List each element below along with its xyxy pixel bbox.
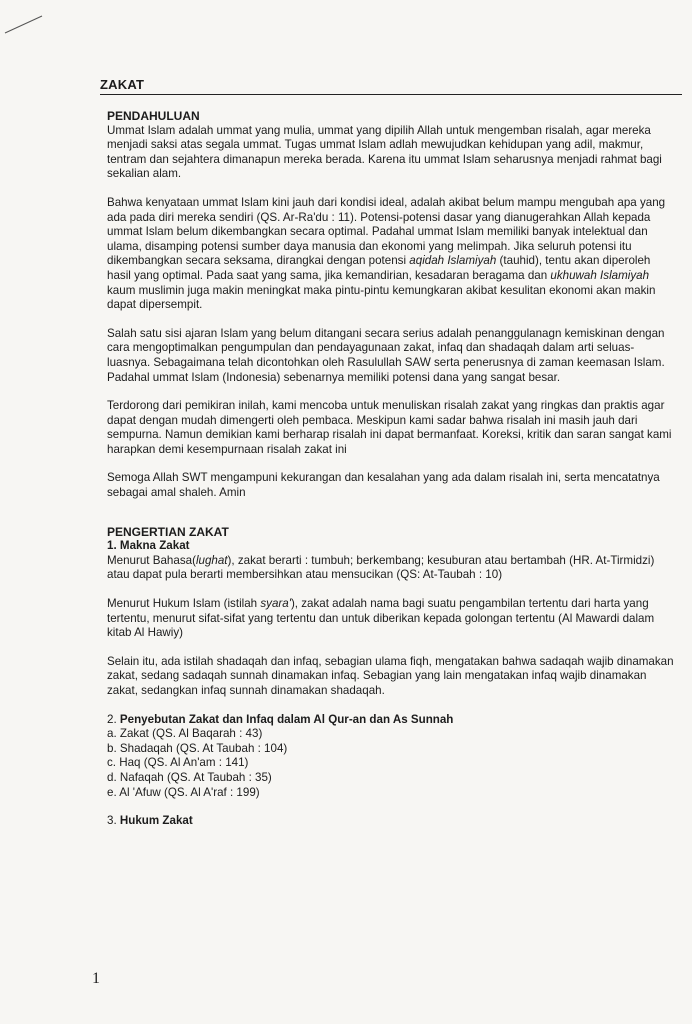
- paragraph: Selain itu, ada istilah shadaqah dan infaq, sebagian ulama fiqh, mengatakan bahwa sadaqah wajib dinamakan zakat, sedang sadaqah sunnah dinamakan infaq. Sebagian yang lain mengatakan infaq wajib dinamakan zakat, sedangkan infaq sunnah dinamakan shadaqah.: [107, 654, 674, 697]
- page-number: 1: [92, 970, 100, 987]
- paragraph: Menurut Hukum Islam (istilah syara'), zakat adalah nama bagi suatu pengambilan tertentu dari harta yang tertentu, menurut sifat-sifat yang tertentu dan untuk diberikan kepada golongan tertentu (Al Mawardi dalam kitab Al Hawiy): [107, 597, 655, 640]
- section-title-pendahuluan: PENDAHULUAN: [107, 109, 200, 123]
- paragraph: Menurut Bahasa(lughat), zakat berarti : tumbuh; berkembang; kesuburan atau bertambah (HR. At-Tirmidzi) atau dapat pula berarti membersihkan atau mensucikan (QS: At-Taubah : 10): [107, 553, 655, 582]
- paragraph: Ummat Islam adalah ummat yang mulia, ummat yang dipilih Allah untuk mengemban risalah, agar mereka menjadi saksi atas segala ummat. Tugas ummat Islam adlah mewujudkan kehidupan yang adil, makmur, tentram dan sejahtera dimanapun mereka berada. Karena itu ummat Islam seharusnya menjadi rahmat bagi sekalian alam.: [107, 123, 662, 181]
- list-item: e. Al 'Afuw (QS. Al A'raf : 199): [107, 785, 260, 799]
- list-item: a. Zakat (QS. Al Baqarah : 43): [107, 727, 263, 741]
- subsection-title: 2. Penyebutan Zakat dan Infaq dalam Al Qur-an dan As Sunnah: [107, 712, 454, 726]
- paragraph: Bahwa kenyataan ummat Islam kini jauh dari kondisi ideal, adalah akibat belum mampu mengubah apa yang ada pada diri mereka sendiri (QS. Ar-Ra'du : 11). Potensi-potensi dasar yang dianugerahkan Allah kepada ummat Islam belum dikembangkan secara optimal. Padahal ummat Islam memiliki banyak intelektual dan ulama, disamping potensi sumber daya manusia dan ekonomi yang melimpah. Jika seluruh potensi itu dikembangkan secara seksama, dirangkai dengan potensi aqidah Islamiyah (tauhid), tentu akan diperoleh hasil yang optimal. Pada saat yang sama, jika kemandirian, kesadaran beragama dan ukhuwah Islamiyah kaum muslimin juga makin meningkat maka pintu-pintu kemungkaran akibat kesulitan ekonomi akan makin dapat dipersempit.: [107, 195, 666, 312]
- section-title-pengertian: PENGERTIAN ZAKAT: [107, 524, 229, 539]
- paragraph: Semoga Allah SWT mengampuni kekurangan dan kesalahan yang ada dalam risalah ini, serta mencatatnya sebagai amal shaleh. Amin: [107, 471, 660, 500]
- document-body: [107, 109, 677, 829]
- header-title: ZAKAT: [100, 77, 145, 92]
- page-header: [100, 76, 682, 95]
- list-item: d. Nafaqah (QS. At Taubah : 35): [107, 770, 272, 784]
- paragraph: Salah satu sisi ajaran Islam yang belum ditangani secara serius adalah penanggulanagn kemiskinan dengan cara mengoptimalkan pengumpulan dan pendayagunaan zakat, infaq dan shadaqah dalam arti seluas-luasnya. Sebagaimana telah dicontohkan oleh Rasulullah SAW serta penerusnya di zaman keemasan Islam. Padahal ummat Islam (Indonesia) sebenarnya memiliki potensi dana yang sangat besar.: [107, 326, 665, 384]
- pen-mark: [2, 8, 52, 38]
- citation-list: [107, 727, 677, 800]
- paragraph: Terdorong dari pemikiran inilah, kami mencoba untuk menuliskan risalah zakat yang ringkas dan praktis agar dapat dengan mudah dimengerti oleh pembaca. Meskipun kami sadar bahwa risalah ini masih jauh dari sempurna. Namun demikian kami berharap risalah ini dapat bermanfaat. Koreksi, kritik dan saran sangat kami harapkan demi kesempurnaan risalah zakat ini: [107, 399, 672, 456]
- subsection-title: 3. Hukum Zakat: [107, 814, 193, 828]
- subsection-title: 1. Makna Zakat: [107, 539, 190, 553]
- list-item: c. Haq (QS. Al An'am : 141): [107, 756, 249, 770]
- list-item: b. Shadaqah (QS. At Taubah : 104): [107, 741, 288, 755]
